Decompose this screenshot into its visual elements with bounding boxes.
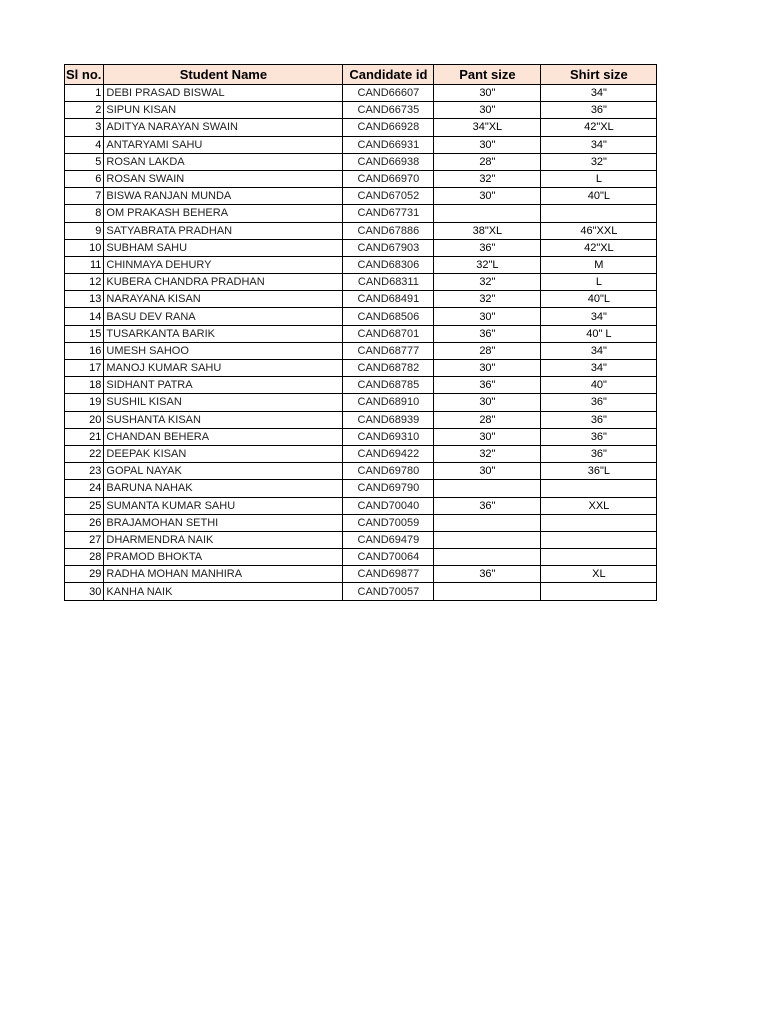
table-row (65, 445, 657, 462)
pant-size-cell: 30" (434, 308, 541, 325)
student-name-cell: NARAYANA KISAN (104, 291, 343, 308)
student-name-cell: BARUNA NAHAK (104, 480, 343, 497)
table-row (65, 239, 657, 256)
candidate-id-cell: CAND67052 (343, 188, 434, 205)
student-name-cell: OM PRAKASH BEHERA (104, 205, 343, 222)
pant-size-cell: 28" (434, 342, 541, 359)
student-name-cell: SATYABRATA PRADHAN (104, 222, 343, 239)
student-name-cell: UMESH SAHOO (104, 342, 343, 359)
sl-cell: 20 (65, 411, 104, 428)
candidate-id-cell: CAND66607 (343, 85, 434, 102)
pant-size-cell: 30" (434, 394, 541, 411)
header-student-name: Student Name (104, 65, 343, 85)
shirt-size-cell: L (541, 170, 657, 187)
sl-cell: 5 (65, 153, 104, 170)
table-row (65, 514, 657, 531)
shirt-size-cell: 32" (541, 153, 657, 170)
student-name-cell: PRAMOD BHOKTA (104, 549, 343, 566)
pant-size-cell: 36" (434, 377, 541, 394)
shirt-size-cell: 42"XL (541, 119, 657, 136)
student-name-cell: ROSAN LAKDA (104, 153, 343, 170)
table-row (65, 531, 657, 548)
sl-cell: 12 (65, 274, 104, 291)
shirt-size-cell: 40"L (541, 291, 657, 308)
pant-size-cell: 36" (434, 325, 541, 342)
sl-cell: 18 (65, 377, 104, 394)
student-name-cell: RADHA MOHAN MANHIRA (104, 566, 343, 583)
pant-size-cell: 32" (434, 274, 541, 291)
pant-size-cell (434, 205, 541, 222)
table-row (65, 497, 657, 514)
pant-size-cell: 32"L (434, 256, 541, 273)
sl-cell: 8 (65, 205, 104, 222)
student-name-cell: CHINMAYA DEHURY (104, 256, 343, 273)
candidate-id-cell: CAND70064 (343, 549, 434, 566)
sl-cell: 14 (65, 308, 104, 325)
sl-cell: 6 (65, 170, 104, 187)
student-name-cell: GOPAL NAYAK (104, 463, 343, 480)
student-name-cell: DEEPAK KISAN (104, 445, 343, 462)
candidate-id-cell: CAND67731 (343, 205, 434, 222)
shirt-size-cell: 34" (541, 136, 657, 153)
candidate-id-cell: CAND68939 (343, 411, 434, 428)
shirt-size-cell: 40" (541, 377, 657, 394)
candidate-id-cell: CAND68491 (343, 291, 434, 308)
candidate-id-cell: CAND68777 (343, 342, 434, 359)
pant-size-cell: 30" (434, 360, 541, 377)
pant-size-cell (434, 531, 541, 548)
table-body (65, 85, 657, 601)
shirt-size-cell (541, 531, 657, 548)
table-row (65, 85, 657, 102)
pant-size-cell: 30" (434, 188, 541, 205)
student-name-cell: CHANDAN BEHERA (104, 428, 343, 445)
table-row (65, 291, 657, 308)
sl-cell: 1 (65, 85, 104, 102)
shirt-size-cell: 40" L (541, 325, 657, 342)
shirt-size-cell: 36"L (541, 463, 657, 480)
table-row (65, 170, 657, 187)
header-sl-no: Sl no. (65, 65, 104, 85)
table-row (65, 480, 657, 497)
header-row (65, 65, 657, 85)
table-row (65, 325, 657, 342)
table-row (65, 549, 657, 566)
shirt-size-cell (541, 480, 657, 497)
shirt-size-cell: 36" (541, 445, 657, 462)
student-name-cell: SUMANTA KUMAR SAHU (104, 497, 343, 514)
sl-cell: 7 (65, 188, 104, 205)
table-row (65, 583, 657, 600)
pant-size-cell: 30" (434, 102, 541, 119)
candidate-id-cell: CAND66970 (343, 170, 434, 187)
table-row (65, 205, 657, 222)
pant-size-cell: 30" (434, 85, 541, 102)
candidate-id-cell: CAND68306 (343, 256, 434, 273)
table-row (65, 377, 657, 394)
candidate-id-cell: CAND68782 (343, 360, 434, 377)
table-row (65, 188, 657, 205)
shirt-size-cell: 42"XL (541, 239, 657, 256)
student-name-cell: SIPUN KISAN (104, 102, 343, 119)
candidate-id-cell: CAND68311 (343, 274, 434, 291)
student-name-cell: BASU DEV RANA (104, 308, 343, 325)
shirt-size-cell: 34" (541, 360, 657, 377)
student-name-cell: DHARMENDRA NAIK (104, 531, 343, 548)
sl-cell: 2 (65, 102, 104, 119)
candidate-id-cell: CAND69422 (343, 445, 434, 462)
table-row (65, 411, 657, 428)
student-name-cell: SUSHIL KISAN (104, 394, 343, 411)
header-candidate-id: Candidate id (343, 65, 434, 85)
student-name-cell: DEBI PRASAD BISWAL (104, 85, 343, 102)
student-size-table (64, 64, 657, 601)
pant-size-cell: 36" (434, 566, 541, 583)
shirt-size-cell: XL (541, 566, 657, 583)
pant-size-cell (434, 549, 541, 566)
sl-cell: 16 (65, 342, 104, 359)
pant-size-cell: 30" (434, 463, 541, 480)
candidate-id-cell: CAND70040 (343, 497, 434, 514)
pant-size-cell: 30" (434, 428, 541, 445)
candidate-id-cell: CAND66928 (343, 119, 434, 136)
pant-size-cell: 30" (434, 136, 541, 153)
candidate-id-cell: CAND70057 (343, 583, 434, 600)
pant-size-cell: 36" (434, 239, 541, 256)
candidate-id-cell: CAND69310 (343, 428, 434, 445)
sl-cell: 17 (65, 360, 104, 377)
student-name-cell: BISWA RANJAN MUNDA (104, 188, 343, 205)
shirt-size-cell: 34" (541, 85, 657, 102)
pant-size-cell (434, 583, 541, 600)
table-row (65, 566, 657, 583)
sl-cell: 13 (65, 291, 104, 308)
table-row (65, 274, 657, 291)
pant-size-cell: 36" (434, 497, 541, 514)
table-row (65, 394, 657, 411)
pant-size-cell: 32" (434, 291, 541, 308)
table-header (65, 65, 657, 85)
shirt-size-cell: L (541, 274, 657, 291)
candidate-id-cell: CAND69479 (343, 531, 434, 548)
candidate-id-cell: CAND69790 (343, 480, 434, 497)
sl-cell: 27 (65, 531, 104, 548)
candidate-id-cell: CAND68910 (343, 394, 434, 411)
sl-cell: 30 (65, 583, 104, 600)
sl-cell: 4 (65, 136, 104, 153)
shirt-size-cell: 36" (541, 428, 657, 445)
shirt-size-cell: 34" (541, 342, 657, 359)
shirt-size-cell (541, 205, 657, 222)
student-name-cell: BRAJAMOHAN SETHI (104, 514, 343, 531)
table-row (65, 222, 657, 239)
table-row (65, 463, 657, 480)
sl-cell: 22 (65, 445, 104, 462)
table-row (65, 342, 657, 359)
candidate-id-cell: CAND66735 (343, 102, 434, 119)
student-name-cell: SIDHANT PATRA (104, 377, 343, 394)
table-row (65, 119, 657, 136)
table-row (65, 153, 657, 170)
shirt-size-cell: 34" (541, 308, 657, 325)
student-name-cell: SUBHAM SAHU (104, 239, 343, 256)
sl-cell: 19 (65, 394, 104, 411)
sl-cell: 29 (65, 566, 104, 583)
shirt-size-cell: M (541, 256, 657, 273)
sl-cell: 9 (65, 222, 104, 239)
pant-size-cell (434, 514, 541, 531)
pant-size-cell: 34"XL (434, 119, 541, 136)
sl-cell: 11 (65, 256, 104, 273)
shirt-size-cell: 36" (541, 102, 657, 119)
sl-cell: 24 (65, 480, 104, 497)
student-name-cell: SUSHANTA KISAN (104, 411, 343, 428)
shirt-size-cell (541, 514, 657, 531)
shirt-size-cell: XXL (541, 497, 657, 514)
sl-cell: 25 (65, 497, 104, 514)
shirt-size-cell: 36" (541, 394, 657, 411)
table-row (65, 308, 657, 325)
sl-cell: 28 (65, 549, 104, 566)
sl-cell: 15 (65, 325, 104, 342)
sl-cell: 26 (65, 514, 104, 531)
shirt-size-cell (541, 549, 657, 566)
candidate-id-cell: CAND66938 (343, 153, 434, 170)
sl-cell: 23 (65, 463, 104, 480)
student-name-cell: KANHA NAIK (104, 583, 343, 600)
candidate-id-cell: CAND67903 (343, 239, 434, 256)
candidate-id-cell: CAND69780 (343, 463, 434, 480)
student-name-cell: ANTARYAMI SAHU (104, 136, 343, 153)
table-row (65, 102, 657, 119)
pant-size-cell: 32" (434, 170, 541, 187)
shirt-size-cell: 40"L (541, 188, 657, 205)
shirt-size-cell: 36" (541, 411, 657, 428)
pant-size-cell: 32" (434, 445, 541, 462)
pant-size-cell: 28" (434, 411, 541, 428)
sl-cell: 3 (65, 119, 104, 136)
header-shirt-size: Shirt size (541, 65, 657, 85)
pant-size-cell: 28" (434, 153, 541, 170)
shirt-size-cell (541, 583, 657, 600)
shirt-size-cell: 46"XXL (541, 222, 657, 239)
candidate-id-cell: CAND68701 (343, 325, 434, 342)
pant-size-cell: 38"XL (434, 222, 541, 239)
student-name-cell: ROSAN SWAIN (104, 170, 343, 187)
table-row (65, 360, 657, 377)
table-row (65, 136, 657, 153)
pant-size-cell (434, 480, 541, 497)
student-name-cell: TUSARKANTA BARIK (104, 325, 343, 342)
table-row (65, 428, 657, 445)
student-name-cell: ADITYA NARAYAN SWAIN (104, 119, 343, 136)
student-name-cell: KUBERA CHANDRA PRADHAN (104, 274, 343, 291)
sl-cell: 21 (65, 428, 104, 445)
header-pant-size: Pant size (434, 65, 541, 85)
candidate-id-cell: CAND67886 (343, 222, 434, 239)
candidate-id-cell: CAND70059 (343, 514, 434, 531)
candidate-id-cell: CAND68785 (343, 377, 434, 394)
candidate-id-cell: CAND66931 (343, 136, 434, 153)
table-row (65, 256, 657, 273)
candidate-id-cell: CAND68506 (343, 308, 434, 325)
sl-cell: 10 (65, 239, 104, 256)
candidate-id-cell: CAND69877 (343, 566, 434, 583)
student-name-cell: MANOJ KUMAR SAHU (104, 360, 343, 377)
